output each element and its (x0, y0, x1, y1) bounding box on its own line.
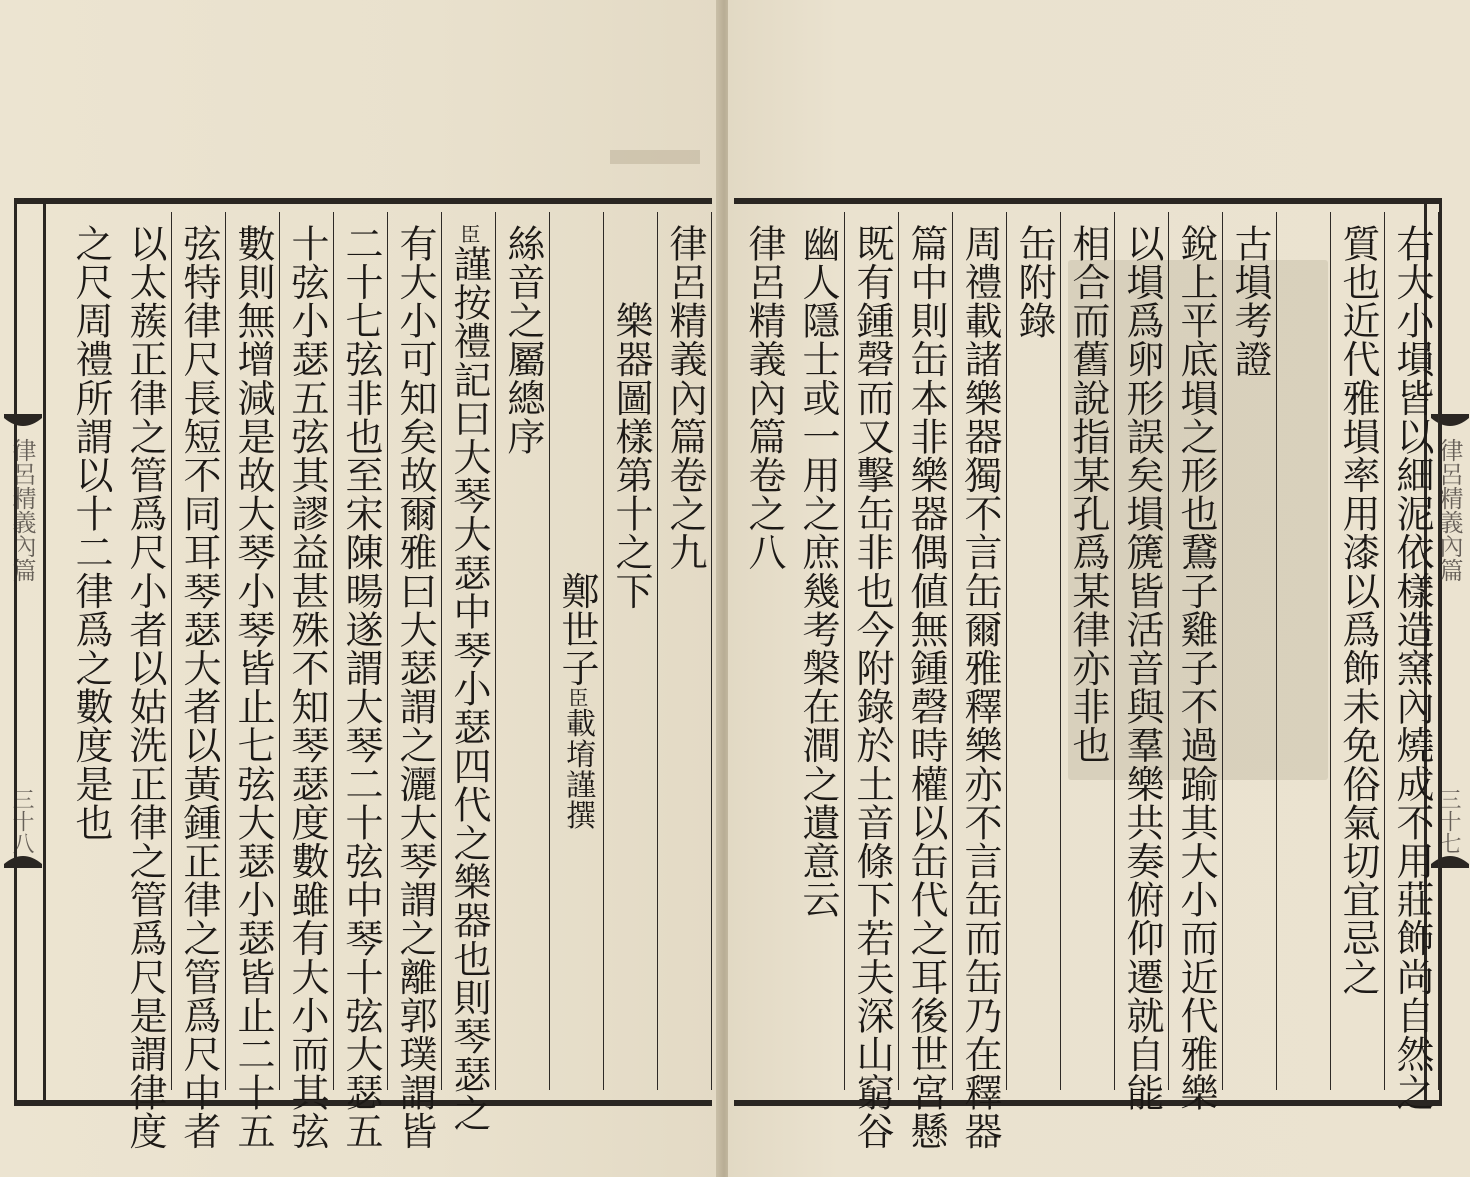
text-column (496, 212, 550, 1090)
text-column (64, 212, 118, 1090)
minister-mark: 臣 (457, 224, 481, 245)
column-main-text: 周禮載諸樂器獨不言缶爾雅釋樂亦不言缶而缶乃在釋器 (958, 224, 1002, 1151)
column-main-text: 相合而舊說指某孔爲某律亦非也 (1066, 224, 1110, 765)
column-main-text: 十弦小瑟五弦其謬益甚殊不知琴瑟度數雖有大小而其弦 (285, 224, 329, 1151)
column-main-text: 有大小可知矣故爾雅曰大瑟謂之灑大琴謂之離郭璞謂皆 (393, 224, 437, 1151)
column-main-text: 既有鍾磬而又擊缶非也今附錄於土音條下若夫深山窮谷 (850, 224, 894, 1151)
text-column (118, 212, 172, 1151)
text-column (1169, 212, 1223, 1112)
left-text-frame (14, 198, 712, 1151)
text-column (1007, 212, 1061, 1090)
banxin-title: 律呂精義內篇 (1435, 438, 1463, 582)
column-text (959, 224, 1001, 1150)
column-main-text: 篇中則缶本非樂器偶値無鍾磬時權以缶代之耳後世宮懸 (904, 224, 948, 1151)
right-text-frame (734, 198, 1442, 1151)
text-column (334, 212, 388, 1151)
column-text (1283, 224, 1325, 263)
column-main-text: 以太蔟正律之管爲尺小者以姑洗正律之管爲尺是謂律度 (123, 224, 167, 1151)
text-column (1115, 212, 1169, 1112)
right-page (728, 0, 1470, 1177)
text-column (899, 212, 953, 1151)
text-column (1277, 212, 1331, 1090)
banxin-title: 律呂精義內篇 (8, 438, 36, 582)
column-main-text: 古塤考證 (1228, 224, 1272, 379)
banxin-page-number: 三十七 (1436, 788, 1461, 854)
column-text (1391, 224, 1433, 1112)
text-column (172, 212, 226, 1151)
column-main-text: 律呂精義內篇卷之八 (742, 224, 786, 572)
column-text (178, 224, 220, 1150)
text-column (845, 212, 899, 1151)
column-text (797, 224, 839, 919)
column-text (448, 224, 490, 1132)
text-column (791, 212, 845, 1090)
text-column (1061, 212, 1115, 1090)
text-column (604, 212, 658, 1090)
column-main-text: 樂器圖樣第十之下 (609, 224, 653, 610)
column-text (124, 224, 166, 1150)
column-main-text: 右大小塤皆以細泥依樣造窯內燒成不用莊飾尚自然之 (1390, 224, 1434, 1112)
text-column (1223, 212, 1277, 1090)
column-text (905, 224, 947, 1150)
column-text (664, 224, 706, 571)
text-column (442, 212, 496, 1133)
column-text (743, 224, 785, 571)
text-column (388, 212, 442, 1151)
column-text (556, 224, 598, 830)
column-main-text: 鄭世子 (555, 224, 599, 688)
column-text (1067, 224, 1109, 764)
column-main-text: 缶附錄 (1012, 224, 1056, 340)
column-text (394, 224, 436, 1150)
author-name: 載堉謹撰 (560, 707, 595, 831)
column-text (1229, 224, 1271, 378)
column-main-text: 弦特律尺長短不同耳琴瑟大者以黃鍾正律之管爲尺中者 (177, 224, 221, 1151)
column-main-text: 銳上平底塤之形也鵞子雞子不過踰其大小而近代雅樂 (1174, 224, 1218, 1112)
column-main-text: 數則無增減是故大琴小琴皆止七弦大瑟小瑟皆止二十五 (231, 224, 275, 1151)
text-column (737, 212, 791, 1090)
column-main-text (1282, 224, 1326, 263)
column-main-text: 質也近代雅塤率用漆以爲飾未免俗氣切宜忌之 (1336, 224, 1380, 996)
text-column (1385, 212, 1439, 1112)
text-column (226, 212, 280, 1151)
text-column (280, 212, 334, 1151)
column-text (286, 224, 328, 1150)
text-column (658, 212, 712, 1090)
column-main-text: 律呂精義內篇卷之九 (663, 224, 707, 572)
tape-mark (610, 150, 700, 164)
text-column (953, 212, 1007, 1151)
column-text (1175, 224, 1217, 1112)
column-text (70, 224, 112, 842)
column-text (851, 224, 893, 1150)
column-text (1337, 224, 1379, 996)
column-main-text: 二十七弦非也至宋陳暘遂謂大琴二十弦中琴十弦大瑟五 (339, 224, 383, 1151)
minister-mark: 臣 (565, 687, 589, 708)
banxin-page-number: 三十八 (9, 788, 34, 854)
column-text (340, 224, 382, 1150)
left-page (0, 0, 722, 1177)
column-text (610, 224, 652, 610)
column-main-text: 謹按禮記曰大琴大瑟中琴小瑟四代之樂器也則琴瑟之 (447, 244, 491, 1133)
text-column (550, 212, 604, 1090)
column-main-text: 之尺周禮所謂以十二律爲之數度是也 (69, 224, 113, 842)
column-main-text: 絲音之屬總序 (501, 224, 545, 456)
column-text (1013, 224, 1055, 340)
text-column (1331, 212, 1385, 1090)
column-main-text: 以塤爲卵形誤矣塤篪皆活音與羣樂共奏俯仰遷就自能 (1120, 224, 1164, 1112)
column-text (502, 224, 544, 456)
column-text (1121, 224, 1163, 1112)
column-main-text: 幽人隱士或一用之庶幾考槃在澗之遺意云 (796, 224, 840, 919)
column-text (232, 224, 274, 1150)
